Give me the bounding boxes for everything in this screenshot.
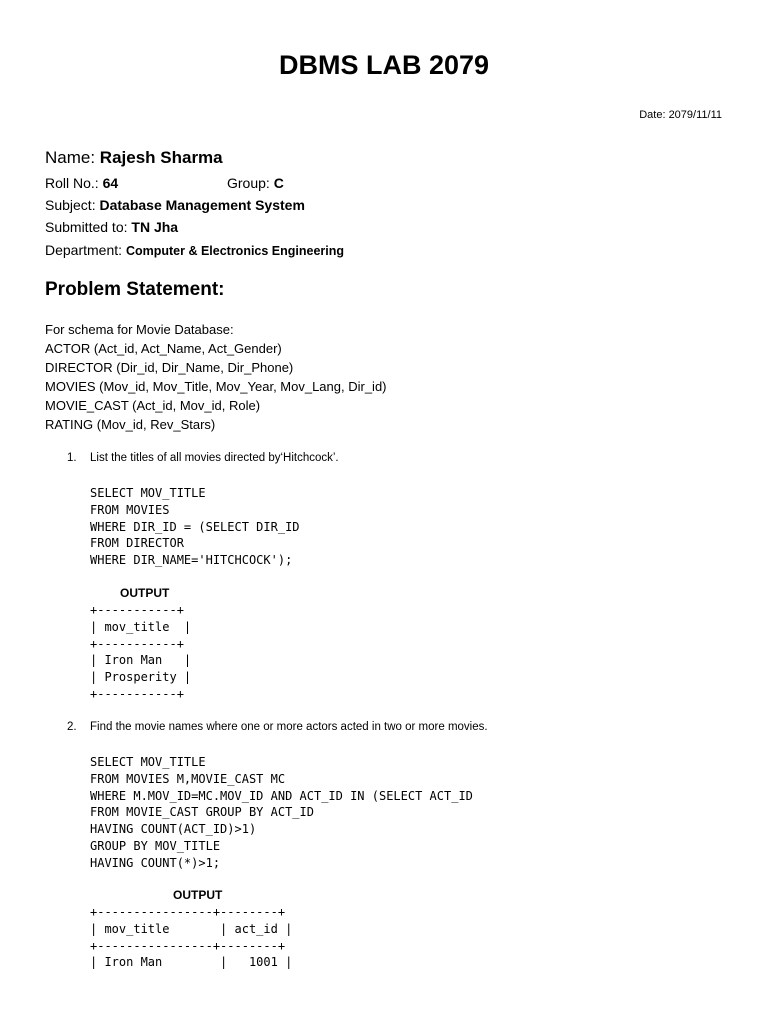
sql-query-2: SELECT MOV_TITLE FROM MOVIES M,MOVIE_CAST MC WHERE M.MOV_ID=MC.MOV_ID AND ACT_ID IN (SELECT ACT_ID FROM MOVIE_CAST GROUP BY ACT_ID HAVING COUNT(ACT_ID)>1) GROUP BY MOV_TITLE HAVING COUNT(*)>1; xyxy=(90,755,473,870)
department-line xyxy=(45,241,344,260)
output-label-2: OUTPUT xyxy=(173,888,223,902)
schema-line: For schema for Movie Database: xyxy=(45,322,234,337)
subject-line xyxy=(45,196,305,214)
question-text: Find the movie names where one or more actors acted in two or more movies. xyxy=(90,721,488,733)
department-label: Department: xyxy=(45,242,126,258)
student-name: Rajesh Sharma xyxy=(99,148,223,167)
output-table-1: +-----------+ | mov_title | +-----------+ | Iron Man | | Prosperity | +-----------+ xyxy=(90,603,192,701)
schema-line: DIRECTOR (Dir_id, Dir_Name, Dir_Phone) xyxy=(45,360,294,375)
question-number: 1. xyxy=(67,452,77,464)
roll-number: 64 xyxy=(102,175,119,191)
document-date: Date: 2079/11/11 xyxy=(639,109,722,121)
problem-heading: Problem Statement: xyxy=(45,279,225,300)
question-text: List the titles of all movies directed by‘Hitchcock’. xyxy=(90,452,339,464)
subject-label: Subject: xyxy=(45,197,100,213)
subject-value: Database Management System xyxy=(99,197,305,213)
group-line xyxy=(227,174,284,192)
name-line xyxy=(45,149,223,167)
schema-line: ACTOR (Act_id, Act_Name, Act_Gender) xyxy=(45,341,282,356)
roll-label: Roll No.: xyxy=(45,175,103,191)
submitted-line xyxy=(45,218,178,236)
group-value: C xyxy=(273,175,284,191)
output-table-2: +----------------+--------+ | mov_title | act_id | +----------------+--------+ | Iron Man | 1001 | xyxy=(90,905,293,970)
sql-query-1: SELECT MOV_TITLE FROM MOVIES WHERE DIR_ID = (SELECT DIR_ID FROM DIRECTOR WHERE DIR_NAME='HITCHCOCK'); xyxy=(90,486,300,568)
schema-line: MOVIE_CAST (Act_id, Mov_id, Role) xyxy=(45,398,261,413)
question-2 xyxy=(67,721,488,733)
submitted-label: Submitted to: xyxy=(45,219,132,235)
group-label: Group: xyxy=(227,175,274,191)
schema-block xyxy=(45,320,387,434)
roll-line xyxy=(45,174,118,192)
submitted-value: TN Jha xyxy=(131,219,179,235)
question-1 xyxy=(67,452,339,464)
output-label-1: OUTPUT xyxy=(120,586,170,600)
name-label: Name: xyxy=(45,148,100,167)
department-value: Computer & Electronics Engineering xyxy=(125,244,345,258)
question-number: 2. xyxy=(67,721,77,733)
schema-line: RATING (Mov_id, Rev_Stars) xyxy=(45,417,216,432)
schema-line: MOVIES (Mov_id, Mov_Title, Mov_Year, Mov_Lang, Dir_id) xyxy=(45,379,387,394)
document-title: DBMS LAB 2079 xyxy=(278,50,490,80)
